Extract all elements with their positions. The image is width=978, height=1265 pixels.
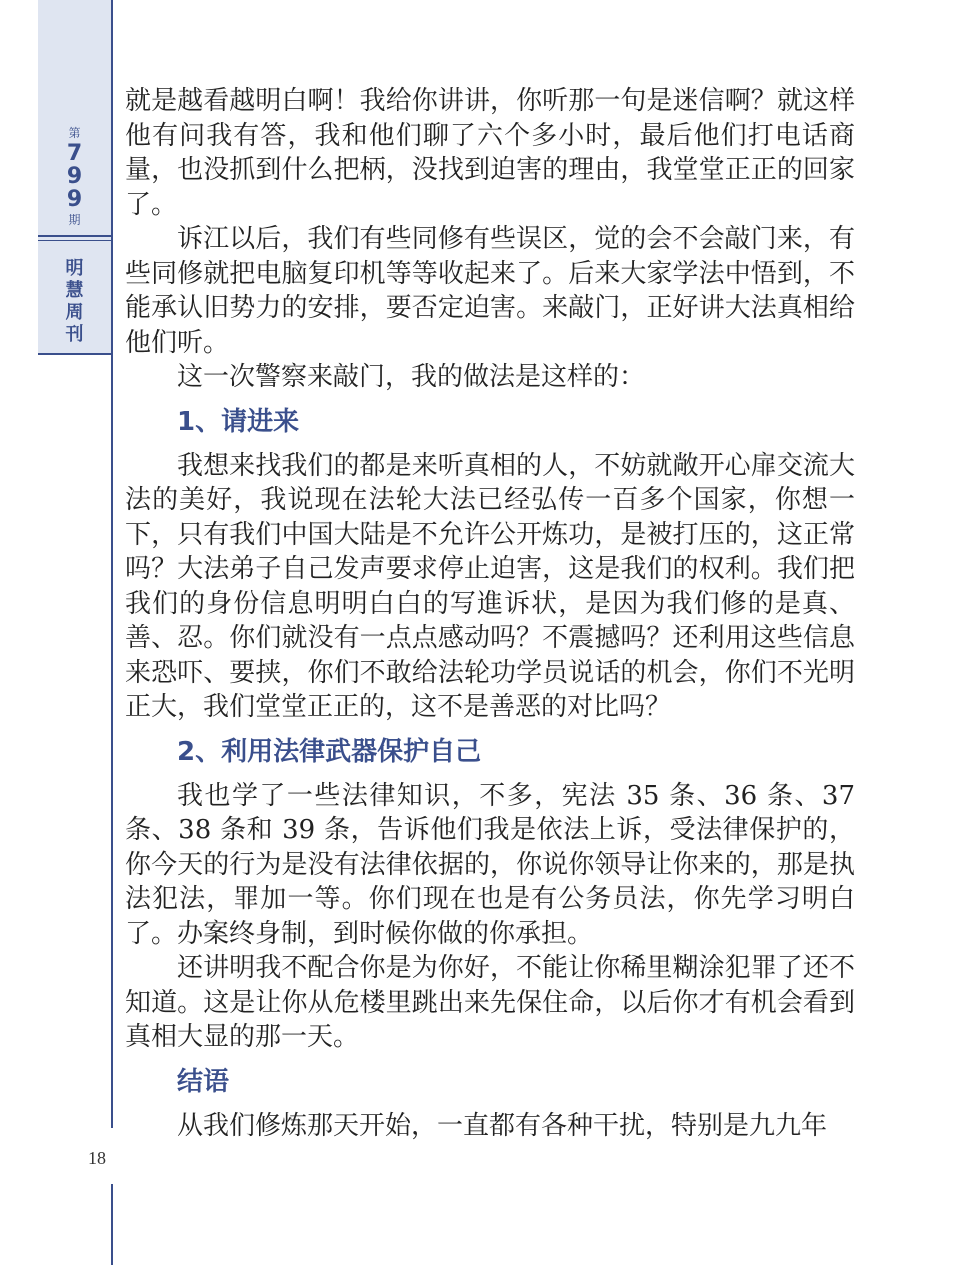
paragraph: 我想来找我们的都是来听真相的人，不妨就敞开心扉交流大法的美好，我说现在法轮大法已经弘传一百多个国家，你想一下，只有我们中国大陆是不允许公开炼功，是被打压的，这正常吗？大法弟子自己发声要求停止迫害，这是我们的权利。我们把我们的身份信息明明白白的写進诉状，是因为我们修的是真、善、忍。你们就没有一点点感动吗？不震撼吗？还利用这些信息来恐吓、要挟，你们不敢给法轮功学员说话的机会，你们不光明正大，我们堂堂正正的，这不是善恶的对比吗？ bbox=[125, 450, 855, 722]
sidebar-divider-thin bbox=[38, 240, 111, 241]
section-heading: 2、利用法律武器保护自己 bbox=[177, 736, 482, 767]
article-body bbox=[125, 84, 855, 1143]
journal-char: 明 bbox=[65, 258, 84, 279]
journal-char: 刊 bbox=[65, 324, 84, 345]
margin-rule-top bbox=[111, 0, 113, 1128]
section-heading: 1、请进来 bbox=[177, 406, 300, 437]
journal-name bbox=[38, 258, 111, 346]
paragraph: 诉江以后，我们有些同修有些误区，觉的会不会敲门来，有些同修就把电脑复印机等等收起来了。后来大家学法中悟到，不能承认旧势力的安排，要否定迫害。来敲门，正好讲大法真相给他们听。 bbox=[125, 224, 855, 358]
sidebar-divider bbox=[38, 235, 111, 237]
issue-digit: 7 bbox=[66, 141, 83, 166]
journal-char: 周 bbox=[65, 302, 84, 323]
paragraph: 这一次警察来敲门，我的做法是这样的： bbox=[177, 362, 646, 392]
paragraph: 就是越看越明白啊！我给你讲讲，你听那一句是迷信啊？就这样他有问我有答，我和他们聊了六个多小时，最后他们打电话商量，也没抓到什么把柄，没找到迫害的理由，我堂堂正正的回家了。 bbox=[125, 86, 855, 220]
issue-label bbox=[38, 124, 111, 229]
paragraph: 还讲明我不配合你是为你好，不能让你稀里糊涂犯罪了还不知道。这是让你从危楼里跳出来先保住命，以后你才有机会看到真相大显的那一天。 bbox=[125, 953, 855, 1052]
issue-prefix: 第 bbox=[68, 126, 81, 140]
issue-digit: 9 bbox=[66, 164, 83, 189]
issue-digit: 9 bbox=[66, 187, 83, 212]
paragraph: 我也学了一些法律知识，不多，宪法 35 条、36 条、37 条、38 条和 39 条，告诉他们我是依法上诉，受法律保护的，你今天的行为是没有法律依据的，你说你领导让你来的，那是执法犯法，罪加一等。你们现在也是有公务员法，你先学习明白了。办案终身制，到时候你做的你承担。 bbox=[125, 780, 855, 949]
page-number: 18 bbox=[88, 1148, 106, 1168]
margin-rule-bottom bbox=[111, 1184, 113, 1265]
paragraph: 从我们修炼那天开始，一直都有各种干扰，特别是九九年 bbox=[177, 1110, 828, 1141]
issue-suffix: 期 bbox=[68, 213, 81, 227]
section-heading: 结语 bbox=[177, 1066, 230, 1097]
journal-char: 慧 bbox=[65, 280, 84, 301]
